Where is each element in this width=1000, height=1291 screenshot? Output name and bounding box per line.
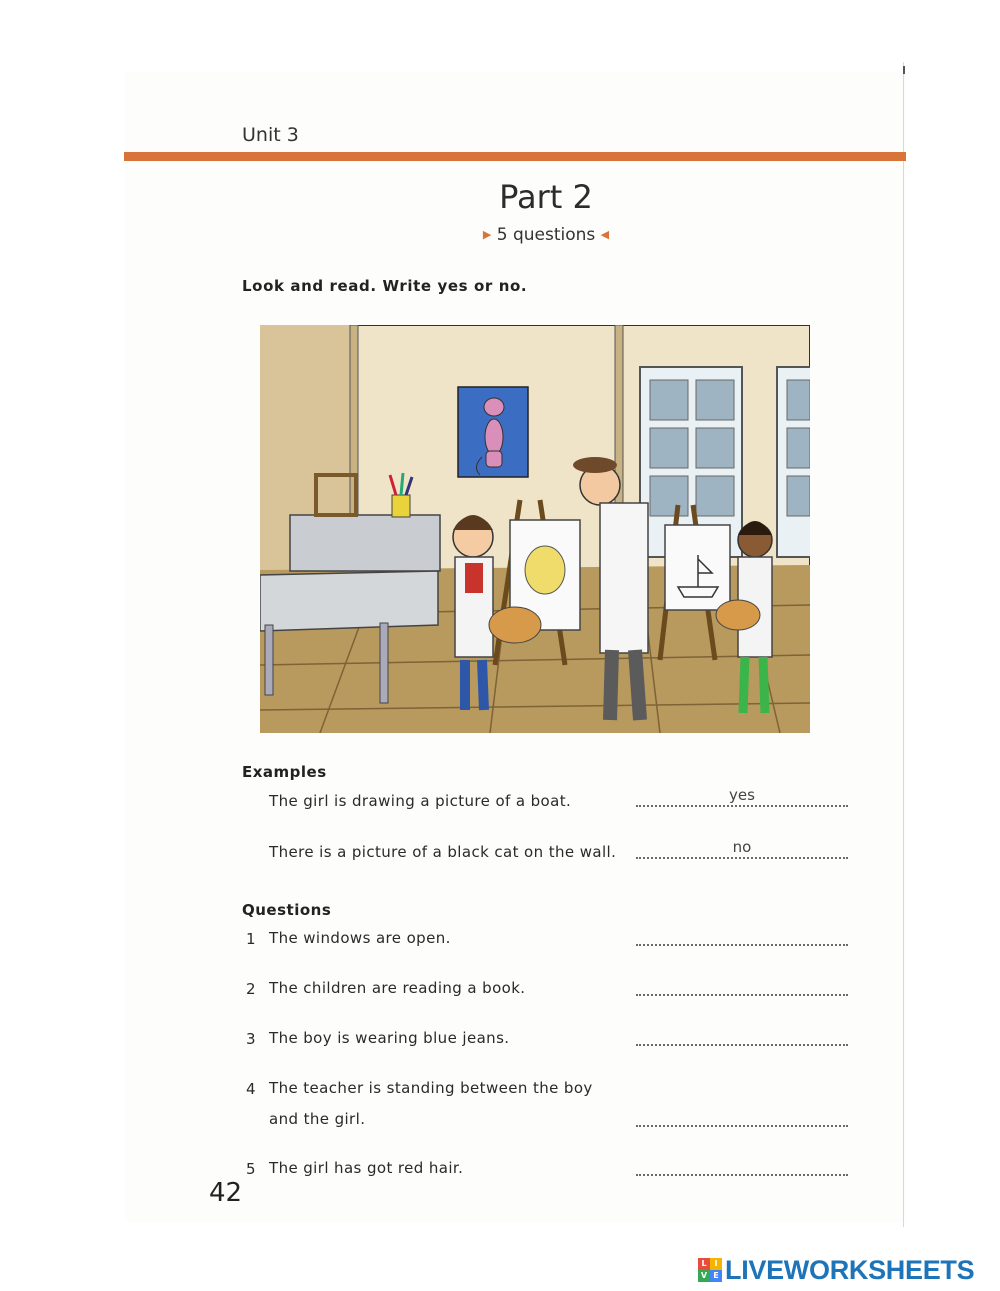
questions-count: 5 questions <box>496 225 596 245</box>
question-4-text-line2: and the girl. <box>269 1110 366 1128</box>
left-triangle-icon: ◀ <box>600 228 610 241</box>
question-1-number: 1 <box>246 930 256 948</box>
part-title: Part 2 <box>499 178 593 216</box>
question-1-answer-field[interactable] <box>636 922 848 946</box>
question-3-text: The boy is wearing blue jeans. <box>269 1029 510 1047</box>
question-2-number: 2 <box>246 980 256 998</box>
classroom-illustration <box>260 325 810 733</box>
question-5-number: 5 <box>246 1160 256 1178</box>
right-triangle-icon: ▶ <box>482 228 492 241</box>
instruction-text: Look and read. Write yes or no. <box>242 277 528 295</box>
liveworksheets-logo-icon <box>698 1258 722 1282</box>
logo-letter-l: L <box>698 1258 710 1270</box>
logo-letter-e: E <box>710 1270 722 1282</box>
question-5-answer-field[interactable] <box>636 1152 848 1176</box>
question-4-answer-field[interactable] <box>636 1103 848 1127</box>
brand-name: LIVEWORKSHEETS <box>725 1254 975 1285</box>
liveworksheets-brand[interactable] <box>698 1255 974 1285</box>
question-3-answer-line <box>636 1044 848 1046</box>
logo-letter-v: V <box>698 1270 710 1282</box>
part-subtitle <box>0 225 1000 245</box>
question-4-answer-line <box>636 1125 848 1127</box>
unit-label: Unit 3 <box>242 124 299 146</box>
question-1-text: The windows are open. <box>269 929 451 947</box>
example-1-answer-line <box>636 805 848 807</box>
example-2-answer: no <box>732 838 752 856</box>
question-2-text: The children are reading a book. <box>269 979 526 997</box>
question-3-answer-field[interactable] <box>636 1022 848 1046</box>
header-accent-bar <box>124 152 906 161</box>
examples-heading: Examples <box>242 763 327 781</box>
question-2-answer-line <box>636 994 848 996</box>
question-4-text-line1: The teacher is standing between the boy <box>269 1079 593 1097</box>
example-2-text: There is a picture of a black cat on the wall. <box>269 843 617 861</box>
question-1-answer-line <box>636 944 848 946</box>
question-4-number: 4 <box>246 1080 256 1098</box>
page-edge-mark <box>903 66 905 74</box>
question-3-number: 3 <box>246 1030 256 1048</box>
example-1-text: The girl is drawing a picture of a boat. <box>269 792 572 810</box>
page-number: 42 <box>209 1178 243 1208</box>
logo-letter-i: I <box>710 1258 722 1270</box>
example-1-answer: yes <box>729 786 755 804</box>
question-2-answer-field[interactable] <box>636 972 848 996</box>
question-5-answer-line <box>636 1174 848 1176</box>
question-5-text: The girl has got red hair. <box>269 1159 464 1177</box>
example-2-answer-line <box>636 857 848 859</box>
questions-heading: Questions <box>242 901 332 919</box>
